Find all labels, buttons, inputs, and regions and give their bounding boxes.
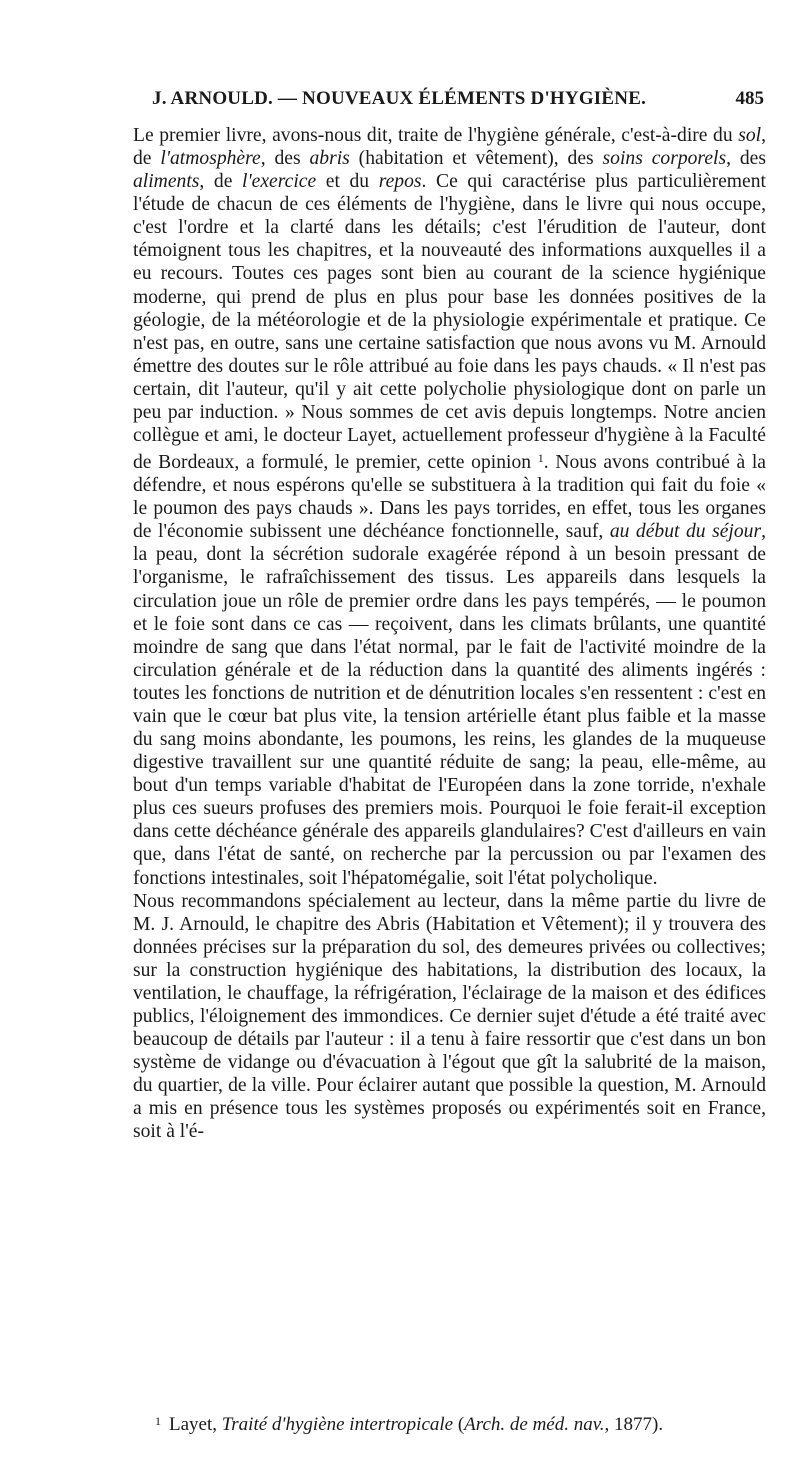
- footnote: [155, 1414, 765, 1436]
- text-run: (: [453, 1414, 465, 1435]
- footnote-marker: 1: [155, 1414, 161, 1428]
- text-run: et du: [316, 171, 379, 193]
- text-run: Le premier livre, avons-nous dit, traite de l'hygiène générale, c'est-à-dire du: [133, 125, 739, 146]
- text-run: . Nous avons contribué à la défendre, et nous espérons qu'elle se substituera à la tradition qui fait du foie « le poumon des pays chauds ». Dans les pays torrides, en effet, tous les organes de l'économie subissent une déchéance fonctionnelle, sauf,: [133, 452, 766, 543]
- italic-text: abris: [309, 148, 350, 170]
- text-run: , la peau, dont la sécrétion sudorale exagérée répond à un besoin pressant de l'organisme, le rafraîchissement des tissus. Les appareils dans lesquels la circulation joue un rôle de premier ordre dans les pays tempérés, — le poumon et le foie sont dans ce cas — reçoivent, dans les climats brûlants, une quantité moindre de sang que dans l'état normal, par le fait de l'activité moindre de la circulation générale et de la réduction dans la quantité des aliments ingérés : toutes les fonctions de nutrition et de dénutrition locales s'en ressentent : c'est en vain que le cœur bat plus vite, la tension artérielle étant plus faible et la masse du sang moins abondante, les poumons, les reins, les glandes de la muqueuse digestive travaillent sur une quantité réduite de sang; la peau, elle-même, au bout d'un temps variable d'habitat de l'Européen dans la zone torride, n'exhale plus ces sueurs profuses des premiers mois. Pourquoi le foie ferait-il exception dans cette déchéance générale des appareils glandulaires? C'est d'ailleurs en vain que, dans l'état de santé, on recherche par la percussion ou par l'examen des fonctions intestinales, soit l'hépatomégalie, soit l'état polycholique.: [133, 521, 766, 889]
- italic-text: soins corporels: [602, 148, 727, 170]
- footnote-text: [169, 1414, 663, 1435]
- text-run: , de: [133, 125, 766, 170]
- text-run: , 1877).: [604, 1414, 664, 1435]
- italic-text: l'exercice: [242, 171, 317, 193]
- italic-text: repos: [378, 171, 422, 193]
- italic-text: l'atmosphère: [160, 148, 261, 170]
- page-number: 485: [735, 88, 764, 109]
- text-run: Layet,: [169, 1414, 222, 1435]
- text-run: , de: [199, 171, 242, 193]
- paragraph: [133, 890, 766, 1144]
- body-text: [133, 124, 766, 1143]
- text-run: , des: [726, 148, 766, 170]
- italic-text: aliments: [133, 171, 200, 193]
- italic-text: sol: [738, 125, 762, 146]
- page-header: [130, 88, 770, 116]
- text-run: Nous recommandons spécialement au lecteur, dans la même partie du livre de M. J. Arnould, le chapitre des Abris (Habitation et Vêtement); il y trouvera des données précises sur la préparation du sol, des demeures privées ou collectives; sur la construction hygiénique des habitations, la distribution des locaux, la ventilation, le chauffage, la réfrigération, l'éclairage de la maison et des édifices publics, l'éloignement des immondices. Ce dernier sujet d'étude a été traité avec beaucoup de détails par l'auteur : il a tenu à faire ressortir que c'est dans un bon système de vidange ou d'évacuation à l'égout que gît la salubrité de la maison, du quartier, de la ville. Pour éclairer autant que possible la question, M. Arnould a mis en présence tous les systèmes proposés ou expérimentés soit en France, soit à l'é-: [133, 890, 766, 1143]
- text-run: , des: [260, 148, 310, 170]
- text-run: . Ce qui caractérise plus particulièrement l'étude de chacun de ces éléments de l'hygiène, dans le livre qui nous occupe, c'est l'ordre et la clarté dans les détails; c'est l'érudition de l'auteur, dont témoignent tous les chapitres, et la nouveauté des informations auxquelles il a eu recours. Toutes ces pages sont bien au courant de la science hygiénique moderne, qui prend de plus en plus pour base les données positives de la géologie, de la météorologie et de la physiologie expérimentale et pratique. Ce n'est pas, en outre, sans une certaine satisfaction que nous avons vu M. Arnould émettre des doutes sur le rôle attribué au foie dans les pays chauds. « Il n'est pas certain, dit l'auteur, qu'il y ait cette polycholie physiologique dont on parle un peu par induction. » Nous sommes de cet avis depuis longtemps. Notre ancien collègue et ami, le docteur Layet, actuellement professeur d'hygiène à la Faculté de Bordeaux, a formulé, le premier, cette opinion: [133, 171, 766, 474]
- paragraph: [133, 124, 766, 890]
- italic-text: Traité d'hygiène intertropicale: [221, 1414, 454, 1435]
- footnote-reference: 1: [537, 451, 544, 466]
- italic-text: au début du séjour: [609, 521, 762, 543]
- running-title: J. ARNOULD. — NOUVEAUX ÉLÉMENTS D'HYGIÈNE.: [152, 88, 647, 109]
- italic-text: Arch. de méd. nav.: [464, 1414, 605, 1435]
- text-run: (habitation et vêtement), des: [349, 148, 603, 170]
